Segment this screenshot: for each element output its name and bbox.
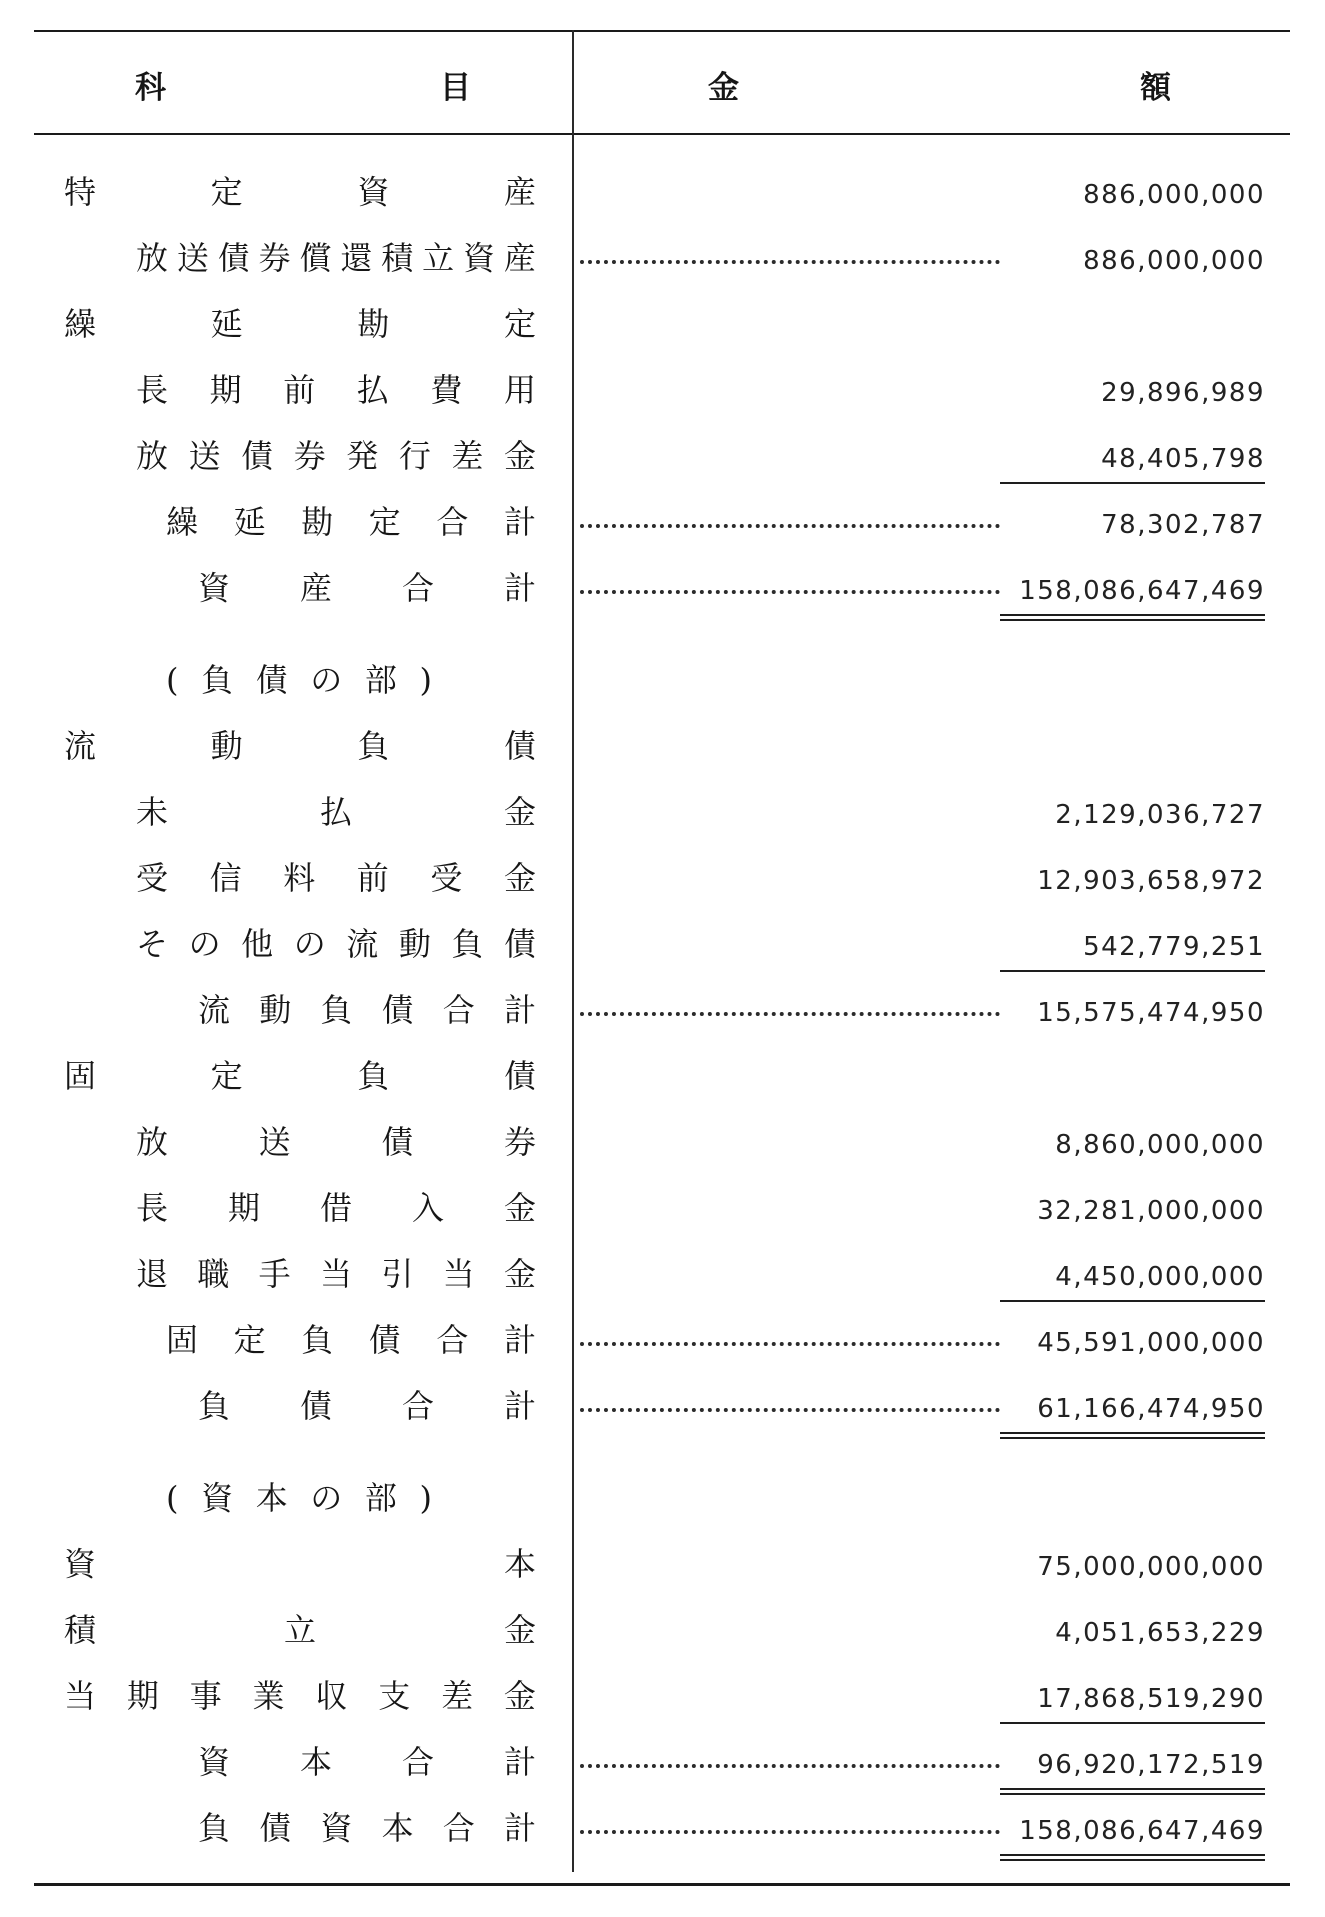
account-label: 特 定 資 産 — [64, 173, 536, 211]
account-label: 固 定 負 債 — [64, 1057, 536, 1095]
dot-leader — [580, 1764, 1000, 1768]
ledger-row — [0, 1252, 1325, 1296]
amount-value: 15,575,474,950 — [1037, 998, 1265, 1028]
ledger-row — [0, 1318, 1325, 1362]
amount-value: 75,000,000,000 — [1037, 1552, 1265, 1582]
dot-leader — [580, 1830, 1000, 1834]
dot-leader — [580, 1012, 1000, 1016]
account-label: 長 期 借 入 金 — [136, 1189, 536, 1227]
ledger-row — [0, 1384, 1325, 1428]
amount-value: 78,302,787 — [1101, 510, 1265, 540]
dot-leader — [580, 590, 1000, 594]
account-label: 放 送 債 券 発 行 差 金 — [136, 437, 536, 475]
amount-value: 886,000,000 — [1083, 246, 1265, 276]
amount-value: 2,129,036,727 — [1055, 800, 1265, 830]
header-rule — [34, 133, 1290, 135]
dot-leader — [580, 1342, 1000, 1346]
total-double-underline — [1000, 1432, 1265, 1439]
account-label: ( 資 本 の 部 ) — [166, 1479, 432, 1517]
account-label: 資 本 合 計 — [198, 1743, 536, 1781]
ledger-row — [0, 856, 1325, 900]
amount-value: 4,450,000,000 — [1055, 1262, 1265, 1292]
account-label: 固 定 負 債 合 計 — [166, 1321, 536, 1359]
ledger-row — [0, 368, 1325, 412]
account-label: 流 動 負 債 — [64, 727, 536, 765]
account-label: 繰 延 勘 定 — [64, 305, 536, 343]
top-rule — [34, 30, 1290, 32]
total-double-underline — [1000, 1788, 1265, 1795]
account-label: 負 債 合 計 — [198, 1387, 536, 1425]
ledger-row — [0, 1120, 1325, 1164]
amount-value: 17,868,519,290 — [1037, 1684, 1265, 1714]
subtotal-underline — [1000, 970, 1265, 972]
amount-value: 542,779,251 — [1083, 932, 1265, 962]
ledger-row — [0, 236, 1325, 280]
ledger-row — [0, 170, 1325, 214]
amount-value: 158,086,647,469 — [1019, 576, 1265, 606]
account-label: そ の 他 の 流 動 負 債 — [136, 925, 536, 963]
amount-value: 45,591,000,000 — [1037, 1328, 1265, 1358]
dot-leader — [580, 524, 1000, 528]
ledger-row — [0, 922, 1325, 966]
amount-value: 8,860,000,000 — [1055, 1130, 1265, 1160]
amount-value: 48,405,798 — [1101, 444, 1265, 474]
ledger-row — [0, 1608, 1325, 1652]
ledger-row — [0, 1806, 1325, 1850]
header-amount-left: 金 — [708, 70, 739, 106]
ledger-row — [0, 1476, 1325, 1520]
account-label: 受 信 料 前 受 金 — [136, 859, 536, 897]
ledger-row — [0, 302, 1325, 346]
amount-value: 29,896,989 — [1101, 378, 1265, 408]
account-label: 資 産 合 計 — [198, 569, 536, 607]
total-double-underline — [1000, 614, 1265, 621]
ledger-row — [0, 724, 1325, 768]
ledger-row — [0, 1542, 1325, 1586]
amount-value: 12,903,658,972 — [1037, 866, 1265, 896]
account-label: 繰 延 勘 定 合 計 — [166, 503, 536, 541]
amount-value: 96,920,172,519 — [1037, 1750, 1265, 1780]
account-label: 流 動 負 債 合 計 — [198, 991, 536, 1029]
account-label: 積 立 金 — [64, 1611, 536, 1649]
account-label: 放 送 債 券 償 還 積 立 資 産 — [136, 239, 536, 277]
ledger-row — [0, 1674, 1325, 1718]
dot-leader — [580, 1408, 1000, 1412]
account-label: 退 職 手 当 引 当 金 — [136, 1255, 536, 1293]
amount-value: 61,166,474,950 — [1037, 1394, 1265, 1424]
ledger-row — [0, 658, 1325, 702]
total-double-underline — [1000, 1854, 1265, 1861]
account-label: 放 送 債 券 — [136, 1123, 536, 1161]
ledger-row — [0, 434, 1325, 478]
subtotal-underline — [1000, 1300, 1265, 1302]
account-label: 長 期 前 払 費 用 — [136, 371, 536, 409]
account-label: 資 本 — [64, 1545, 536, 1583]
header-subject-right: 目 — [440, 70, 471, 106]
subtotal-underline — [1000, 482, 1265, 484]
header-amount-right: 額 — [1140, 70, 1171, 106]
header-subject-left: 科 — [135, 70, 166, 106]
dot-leader — [580, 260, 1000, 264]
amount-value: 158,086,647,469 — [1019, 1816, 1265, 1846]
ledger-row — [0, 988, 1325, 1032]
ledger-row — [0, 790, 1325, 834]
account-label: 未 払 金 — [136, 793, 536, 831]
account-label: ( 負 債 の 部 ) — [166, 661, 432, 699]
ledger-row — [0, 500, 1325, 544]
subtotal-underline — [1000, 1722, 1265, 1724]
account-label: 当 期 事 業 収 支 差 金 — [64, 1677, 536, 1715]
ledger-row — [0, 1186, 1325, 1230]
amount-value: 32,281,000,000 — [1037, 1196, 1265, 1226]
bottom-rule — [34, 1883, 1290, 1886]
ledger-row — [0, 1740, 1325, 1784]
account-label: 負 債 資 本 合 計 — [198, 1809, 536, 1847]
amount-value: 4,051,653,229 — [1055, 1618, 1265, 1648]
ledger-row — [0, 566, 1325, 610]
ledger-row — [0, 1054, 1325, 1098]
amount-value: 886,000,000 — [1083, 180, 1265, 210]
